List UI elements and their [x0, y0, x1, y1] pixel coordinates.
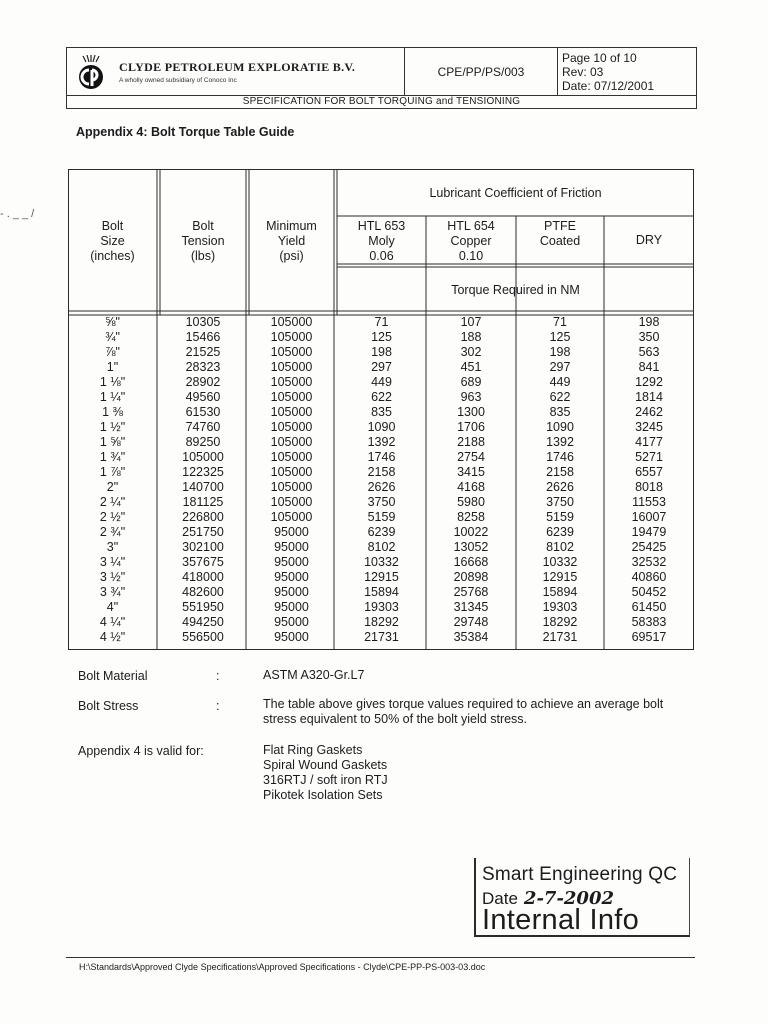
- colon: :: [216, 699, 220, 713]
- table-cell: 122325: [182, 465, 224, 479]
- header-line: HTL 653: [357, 219, 406, 233]
- table-cell: 1392: [546, 435, 574, 449]
- table-cell: 95000: [274, 585, 309, 599]
- table-cell: 6239: [546, 525, 574, 539]
- table-cell: 1392: [367, 435, 396, 449]
- table-cell: 2626: [367, 480, 396, 494]
- doc-number: CPE/PP/PS/003: [404, 48, 558, 95]
- table-cell: 10022: [453, 525, 489, 539]
- table-cell: 5159: [546, 510, 574, 524]
- table-cell: 2 ¾": [99, 525, 126, 539]
- header-ptfe: [516, 219, 604, 249]
- header-line: Moly: [368, 234, 395, 248]
- table-row: [68, 420, 694, 435]
- table-cell: 963: [460, 390, 482, 404]
- header-lubricant-group: Lubricant Coefficient of Friction: [429, 186, 602, 200]
- table-cell: 10305: [185, 315, 221, 329]
- bolt-stress-value: The table above gives torque values required to achieve an average bolt stress equivalent to 50% of the bolt yield stress.: [263, 697, 664, 726]
- header-line: Copper: [450, 234, 492, 248]
- scan-artifact: - . _ _ /: [0, 208, 35, 220]
- company-block: [115, 48, 404, 95]
- page-number: Page 10 of 10: [562, 50, 637, 65]
- valid-for-label: Appendix 4 is valid for:: [78, 744, 204, 758]
- table-cell: 5980: [457, 495, 485, 509]
- table-cell: 8102: [546, 540, 574, 554]
- table-cell: 1 ⅞": [99, 465, 126, 479]
- page-info: [558, 48, 696, 95]
- table-cell: 12915: [542, 570, 578, 584]
- table-cell: 25768: [453, 585, 489, 599]
- table-cell: 20898: [453, 570, 489, 584]
- table-cell: 74760: [185, 420, 221, 434]
- table-cell: 19303: [542, 600, 578, 614]
- table-cell: 251750: [182, 525, 224, 539]
- table-cell: 95000: [274, 570, 309, 584]
- table-cell: 2 ¼": [99, 495, 126, 509]
- table-cell: 3": [106, 540, 119, 554]
- table-cell: 449: [371, 375, 392, 389]
- table-cell: 1090: [546, 420, 574, 434]
- table-cell: 2158: [546, 465, 574, 479]
- valid-for-list: [263, 743, 388, 803]
- header-dry: DRY: [635, 233, 663, 247]
- table-cell: ⅝": [105, 315, 120, 329]
- table-cell: 198: [371, 345, 392, 359]
- table-cell: 105000: [270, 510, 313, 524]
- list-item: Spiral Wound Gaskets: [263, 758, 388, 772]
- table-cell: 1814: [635, 390, 663, 404]
- company-subtitle: A wholly owned subsidiary of Conoco Inc: [119, 76, 237, 84]
- table-row: [68, 315, 694, 330]
- table-cell: 11553: [632, 495, 666, 509]
- table-cell: 1292: [635, 375, 663, 389]
- table-cell: 58383: [631, 615, 667, 629]
- table-cell: 69517: [631, 630, 667, 644]
- table-cell: 21731: [364, 630, 399, 644]
- table-row: [68, 540, 694, 555]
- table-cell: 5271: [635, 450, 663, 464]
- table-cell: 357675: [182, 555, 224, 569]
- table-cell: 3 ½": [99, 570, 126, 584]
- table-cell: 563: [638, 345, 660, 359]
- footer-divider: [66, 957, 695, 958]
- header-bolt-tension: [160, 219, 246, 264]
- table-cell: 105000: [270, 450, 313, 464]
- header-line: (psi): [279, 249, 304, 263]
- issue-date: Date: 07/12/2001: [562, 78, 655, 93]
- table-cell: 105000: [270, 390, 313, 404]
- table-cell: 4 ½": [99, 630, 126, 644]
- table-row: [68, 510, 694, 525]
- header-line: Size: [100, 234, 125, 248]
- table-row: [68, 360, 694, 375]
- header-line: 0.10: [458, 249, 484, 263]
- table-cell: 3750: [367, 495, 396, 509]
- header-line: (inches): [90, 249, 135, 263]
- table-cell: 35384: [453, 630, 489, 644]
- table-cell: 418000: [182, 570, 224, 584]
- table-cell: 3750: [546, 495, 574, 509]
- table-cell: 105000: [270, 345, 313, 359]
- table-cell: 105000: [270, 435, 313, 449]
- stamp-date-label: Date: [482, 889, 518, 908]
- table-cell: 15894: [364, 585, 399, 599]
- stamp-title: Smart Engineering QC: [482, 864, 678, 885]
- table-cell: 105000: [270, 495, 313, 509]
- table-cell: 21525: [185, 345, 221, 359]
- table-cell: 297: [371, 360, 392, 374]
- table-cell: 4 ¼": [99, 615, 126, 629]
- table-row: [68, 480, 694, 495]
- header-line: HTL 654: [447, 219, 495, 233]
- table-cell: 1 ½": [99, 420, 126, 434]
- header-line: Yield: [277, 234, 306, 248]
- table-cell: 449: [549, 375, 571, 389]
- header-line: (lbs): [190, 249, 216, 263]
- document-header: [66, 47, 697, 109]
- header-torque-group: Torque Required in NM: [451, 283, 580, 297]
- table-cell: 1090: [367, 420, 396, 434]
- table-row: [68, 405, 694, 420]
- table-row: [68, 555, 694, 570]
- list-item: Pikotek Isolation Sets: [263, 788, 383, 802]
- table-row: [68, 615, 694, 630]
- table-row: [68, 330, 694, 345]
- table-cell: 4": [106, 600, 119, 614]
- header-line: Bolt: [192, 219, 214, 233]
- table-cell: 3415: [457, 465, 485, 479]
- table-cell: 95000: [274, 630, 309, 644]
- table-cell: 32532: [631, 555, 667, 569]
- table-row: [68, 600, 694, 615]
- table-cell: 3 ¼": [99, 555, 126, 569]
- table-cell: 140700: [182, 480, 224, 494]
- list-item: Flat Ring Gaskets: [263, 743, 363, 757]
- table-cell: 188: [460, 330, 482, 344]
- table-cell: 28902: [185, 375, 221, 389]
- table-cell: 107: [460, 315, 482, 329]
- bolt-material-label: Bolt Material: [78, 669, 148, 683]
- company-logo-icon: [67, 48, 115, 95]
- table-cell: 15894: [542, 585, 578, 599]
- table-cell: 31345: [453, 600, 489, 614]
- header-line: 0.06: [369, 249, 394, 263]
- table-cell: 350: [638, 330, 660, 344]
- table-cell: 95000: [274, 615, 309, 629]
- table-row: [68, 630, 694, 645]
- table-cell: 2158: [367, 465, 396, 479]
- company-name: CLYDE PETROLEUM EXPLORATIE B.V.: [119, 59, 356, 74]
- table-row: [68, 375, 694, 390]
- appendix-title: Appendix 4: Bolt Torque Table Guide: [76, 125, 295, 139]
- bolt-material-value: ASTM A320-Gr.L7: [263, 668, 365, 682]
- table-cell: 302: [460, 345, 482, 359]
- table-row: [68, 570, 694, 585]
- table-cell: 1 ⅛": [99, 375, 126, 389]
- table-cell: 95000: [274, 525, 309, 539]
- table-cell: 297: [549, 360, 571, 374]
- table-row: [68, 390, 694, 405]
- table-cell: 18292: [364, 615, 399, 629]
- revision: Rev: 03: [562, 64, 604, 79]
- table-cell: 835: [549, 405, 571, 419]
- table-cell: 95000: [274, 540, 309, 554]
- table-cell: 4168: [457, 480, 485, 494]
- table-cell: 451: [460, 360, 482, 374]
- table-row: [68, 450, 694, 465]
- table-cell: 61530: [185, 405, 221, 419]
- stamp-date-handwritten: 2-7-2002: [523, 888, 615, 909]
- table-cell: 198: [549, 345, 571, 359]
- table-cell: 835: [371, 405, 392, 419]
- table-cell: 105000: [270, 405, 313, 419]
- list-item: 316RTJ / soft iron RTJ: [263, 773, 388, 787]
- header-bolt-size: [68, 219, 157, 264]
- table-cell: 198: [638, 315, 660, 329]
- table-cell: 16007: [631, 510, 667, 524]
- table-cell: 2462: [635, 405, 663, 419]
- table-cell: 556500: [182, 630, 224, 644]
- spec-title: SPECIFICATION FOR BOLT TORQUING and TENSIONING: [242, 96, 521, 107]
- table-cell: 71: [374, 315, 389, 329]
- table-cell: 551950: [182, 600, 224, 614]
- table-cell: 105000: [270, 315, 313, 329]
- table-row: [68, 525, 694, 540]
- table-cell: 1746: [367, 450, 396, 464]
- table-cell: 1300: [457, 405, 485, 419]
- table-row: [68, 585, 694, 600]
- table-cell: 6239: [367, 525, 396, 539]
- table-cell: 689: [460, 375, 482, 389]
- table-cell: 50452: [631, 585, 667, 599]
- table-row: [68, 465, 694, 480]
- table-cell: 6557: [635, 465, 663, 479]
- header-line: Coated: [539, 234, 581, 248]
- header-min-yield: [249, 219, 334, 264]
- header-line: PTFE: [544, 219, 576, 233]
- table-cell: 302100: [182, 540, 224, 554]
- table-cell: 105000: [270, 330, 313, 344]
- table-cell: 2": [106, 480, 119, 494]
- table-cell: 28323: [185, 360, 221, 374]
- table-cell: 105000: [270, 360, 313, 374]
- table-cell: 8258: [457, 510, 485, 524]
- table-cell: 1 ⅜: [102, 405, 123, 419]
- table-cell: 89250: [185, 435, 221, 449]
- table-cell: 841: [638, 360, 660, 374]
- header-htl653: [337, 219, 426, 264]
- table-cell: 4177: [635, 435, 663, 449]
- table-cell: 2754: [457, 450, 485, 464]
- table-cell: 21731: [542, 630, 578, 644]
- table-cell: 40860: [631, 570, 667, 584]
- table-cell: 105000: [270, 480, 313, 494]
- bolt-stress-label: Bolt Stress: [78, 699, 139, 713]
- table-row: [68, 345, 694, 360]
- table-cell: ¾": [105, 330, 120, 344]
- table-cell: 1746: [546, 450, 574, 464]
- table-cell: 10332: [542, 555, 578, 569]
- table-cell: 12915: [364, 570, 399, 584]
- table-cell: 1706: [457, 420, 485, 434]
- table-cell: 13052: [453, 540, 489, 554]
- table-cell: 105000: [270, 420, 313, 434]
- table-cell: 18292: [542, 615, 578, 629]
- table-cell: 1": [106, 360, 119, 374]
- table-cell: 1 ¾": [99, 450, 126, 464]
- table-cell: 2 ½": [99, 510, 126, 524]
- table-cell: 19479: [631, 525, 667, 539]
- table-cell: 482600: [182, 585, 224, 599]
- table-cell: 105000: [182, 450, 224, 464]
- table-cell: 95000: [274, 600, 309, 614]
- table-cell: 226800: [182, 510, 224, 524]
- table-cell: 8102: [367, 540, 396, 554]
- table-cell: 125: [549, 330, 571, 344]
- table-cell: 95000: [274, 555, 309, 569]
- table-row: [68, 435, 694, 450]
- table-cell: 10332: [364, 555, 399, 569]
- header-line: Bolt: [101, 219, 124, 233]
- table-cell: 3 ¾": [99, 585, 126, 599]
- table-cell: 2188: [457, 435, 485, 449]
- table-cell: 105000: [270, 375, 313, 389]
- table-cell: 49560: [185, 390, 221, 404]
- table-cell: 622: [371, 390, 392, 404]
- table-cell: 71: [553, 315, 567, 329]
- table-cell: 125: [371, 330, 392, 344]
- table-cell: 1 ¼": [99, 390, 126, 404]
- stamp-internal-info: Internal Info: [482, 904, 640, 936]
- table-cell: 15466: [185, 330, 221, 344]
- table-cell: 16668: [453, 555, 489, 569]
- table-cell: 61450: [631, 600, 667, 614]
- table-cell: 29748: [453, 615, 489, 629]
- footer-file-path: H:\Standards\Approved Clyde Specifications\Approved Specifications - Clyde\CPE-PP-PS-003-03.doc: [79, 962, 486, 972]
- table-cell: 2626: [546, 480, 574, 494]
- table-cell: 1 ⅝": [99, 435, 126, 449]
- header-line: Minimum: [266, 219, 317, 233]
- bolt-torque-table: [68, 169, 694, 650]
- header-htl654: [426, 219, 516, 264]
- table-row: [68, 495, 694, 510]
- header-line: Tension: [181, 234, 225, 248]
- table-cell: 19303: [364, 600, 399, 614]
- table-cell: 8018: [635, 480, 663, 494]
- qc-stamp: [474, 858, 690, 937]
- table-cell: 5159: [367, 510, 396, 524]
- table-cell: 181125: [182, 495, 224, 509]
- table-cell: 494250: [182, 615, 224, 629]
- table-cell: 622: [549, 390, 571, 404]
- table-cell: ⅞": [105, 345, 120, 359]
- colon: :: [216, 669, 220, 683]
- table-cell: 105000: [270, 465, 313, 479]
- table-cell: 25425: [631, 540, 667, 554]
- table-cell: 3245: [635, 420, 663, 434]
- header-row: [67, 48, 696, 96]
